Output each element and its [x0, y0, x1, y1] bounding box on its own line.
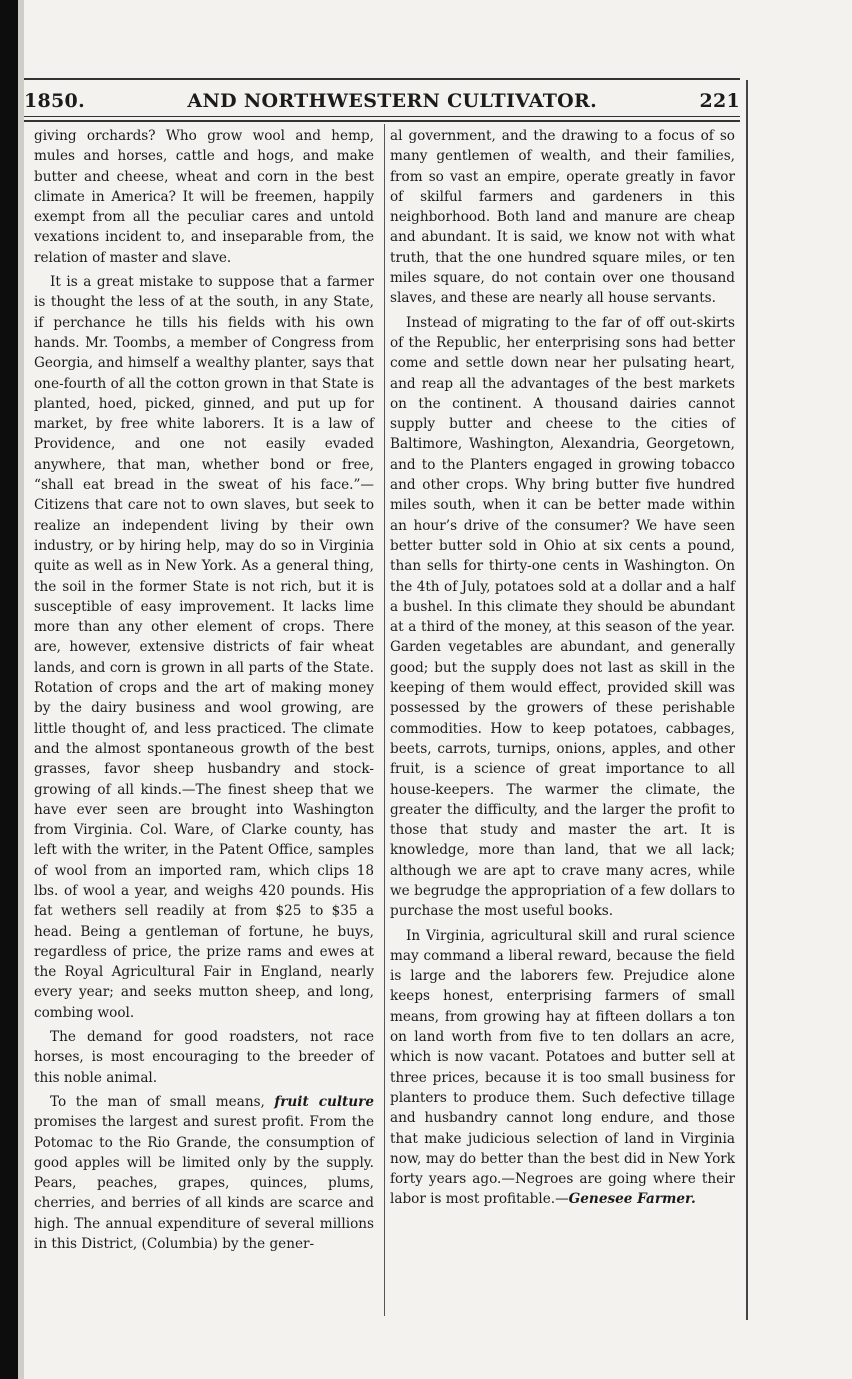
paragraph: The demand for good roadsters, not race horses, is most encouraging to the breeder of this noble animal. [34, 1029, 374, 1086]
page-binding-edge [0, 0, 18, 1379]
paragraph-lead: To the man of small means, [50, 1093, 275, 1110]
paragraph [34, 1092, 374, 1254]
page-gutter [18, 0, 24, 1379]
header-rule-1 [24, 116, 740, 117]
left-column [34, 126, 374, 1258]
paragraph-body: promises the largest and surest profit. From the Potomac to the Rio Grande, the consumption of good apples will be limited only by the supply. Pears, peaches, grapes, quinces, plums, cherries, and berries of all kinds are scarce and high. The annual expenditure of several millions in this District, (Columbia) by the gener- [34, 1114, 374, 1253]
paragraph: al government, and the drawing to a focus of so many gentlemen of wealth, and their families, from so vast an empire, operate greatly in favor of skilful farmers and gardeners in this neighborhood. Both land and manure are cheap and abundant. It is said, we know not with what truth, that the one hundred square miles, or ten miles square, do not contain over one thousand slaves, and these are nearly all house servants. [390, 128, 735, 307]
page-right-rule [746, 80, 748, 1320]
paragraph [390, 926, 735, 1210]
column-divider [384, 124, 385, 1316]
page-number: 221 [699, 90, 740, 112]
paragraph: It is a great mistake to suppose that a farmer is thought the less of at the south, in any State, if perchance he tills his fields with his own hands. Mr. Toombs, a member of Congress from Georgia, and himself a wealthy planter, says that one-fourth of all the cotton grown in that State is planted, hoed, picked, ginned, and put up for market, by free white laborers. It is a law of Providence, and one not easily evaded anywhere, that man, whether bond or free, “shall eat bread in the sweat of his face.”—Citizens that care not to own slaves, but seek to realize an independent living by their own industry, or by hiring help, may do so in Virginia quite as well as in New York. As a general thing, the soil in the former State is not rich, but it is susceptible of easy improvement. It lacks lime more than any other element of crops. There are, however, extensive districts of fair wheat lands, and corn is grown in all parts of the State. Rotation of crops and the art of making money by the dairy business and wool growing, are little thought of, and less practiced. The climate and the almost spontaneous growth of the best grasses, favor sheep husbandry and stock-growing of all kinds.—The finest sheep that we have ever seen are brought into Washington from Virginia. Col. Ware, of Clarke county, has left with the writer, in the Patent Office, samples of wool from an imported ram, which clips 18 lbs. of wool a year, and weighs 420 pounds. His fat wethers sell readily at from $25 to $35 a head. Being a gentleman of fortune, he buys, regardless of price, the prize rams and ewes at the Royal Agricultural Fair in England, nearly every year; and seeks mutton sheep, and long, combing wool. [34, 274, 374, 1021]
header-rule-top [24, 78, 740, 80]
header-title: AND NORTHWESTERN CULTIVATOR. [187, 90, 598, 112]
source-attribution: Genesee Farmer. [568, 1191, 696, 1208]
header-year: 1850. [24, 90, 85, 112]
header-rule-2 [24, 120, 740, 122]
paragraph: Instead of migrating to the far of off out-skirts of the Republic, her enterprising sons had better come and settle down near her pulsating heart, and reap all the advantages of the best markets on the continent. A thousand dairies cannot supply butter and cheese to the cities of Baltimore, Washington, Alexandria, Georgetown, and to the Planters engaged in growing tobacco and other crops. Why bring butter five hundred miles south, when it can be better made within an hour’s drive of the consumer? We have seen better butter sold in Ohio at six cents a pound, than sells for thirty-one cents in Washington. On the 4th of July, potatoes sold at a dollar and a half a bushel. In this climate they should be abundant at a third of the money, at this season of the year. Garden vegetables are abundant, and generally good; but the supply does not last as skill in the keeping of them would effect, provided skill was possessed by the growers of these perishable commodities. How to keep potatoes, cabbages, beets, carrots, turnips, onions, apples, and other fruit, is a science of great importance to all house-keepers. The warmer the climate, the greater the difficulty, and the larger the profit to those that study and master the art. It is knowledge, more than land, that we all lack; although we are apt to crave many acres, while we begrudge the appropriation of a few dollars to purchase the most useful books. [390, 314, 735, 920]
running-header [24, 86, 740, 116]
emphasis-fruit-culture: fruit culture [274, 1093, 374, 1110]
paragraph: giving orchards? Who grow wool and hemp, mules and horses, cattle and hogs, and make butter and cheese, wheat and corn in the best climate in America? It will be freemen, happily exempt from all the peculiar cares and untold vexations incident to, and inseparable from, the relation of master and slave. [34, 128, 374, 266]
right-column [390, 126, 735, 1214]
paragraph-body: In Virginia, agricultural skill and rural science may command a liberal reward, because the field is large and the laborers few. Prejudice alone keeps honest, enterprising farmers of small means, from growing hay at fifteen dollars a ton on land worth from five to ten dollars an acre, which is now vacant. Potatoes and butter sell at three prices, because it is too small business for planters to produce them. Such defective tillage and husbandry cannot long endure, and those that make judicious selection of land in Virginia now, may do better than the best did in New York forty years ago.—Negroes are going where their labor is most profitable.— [390, 927, 735, 1208]
